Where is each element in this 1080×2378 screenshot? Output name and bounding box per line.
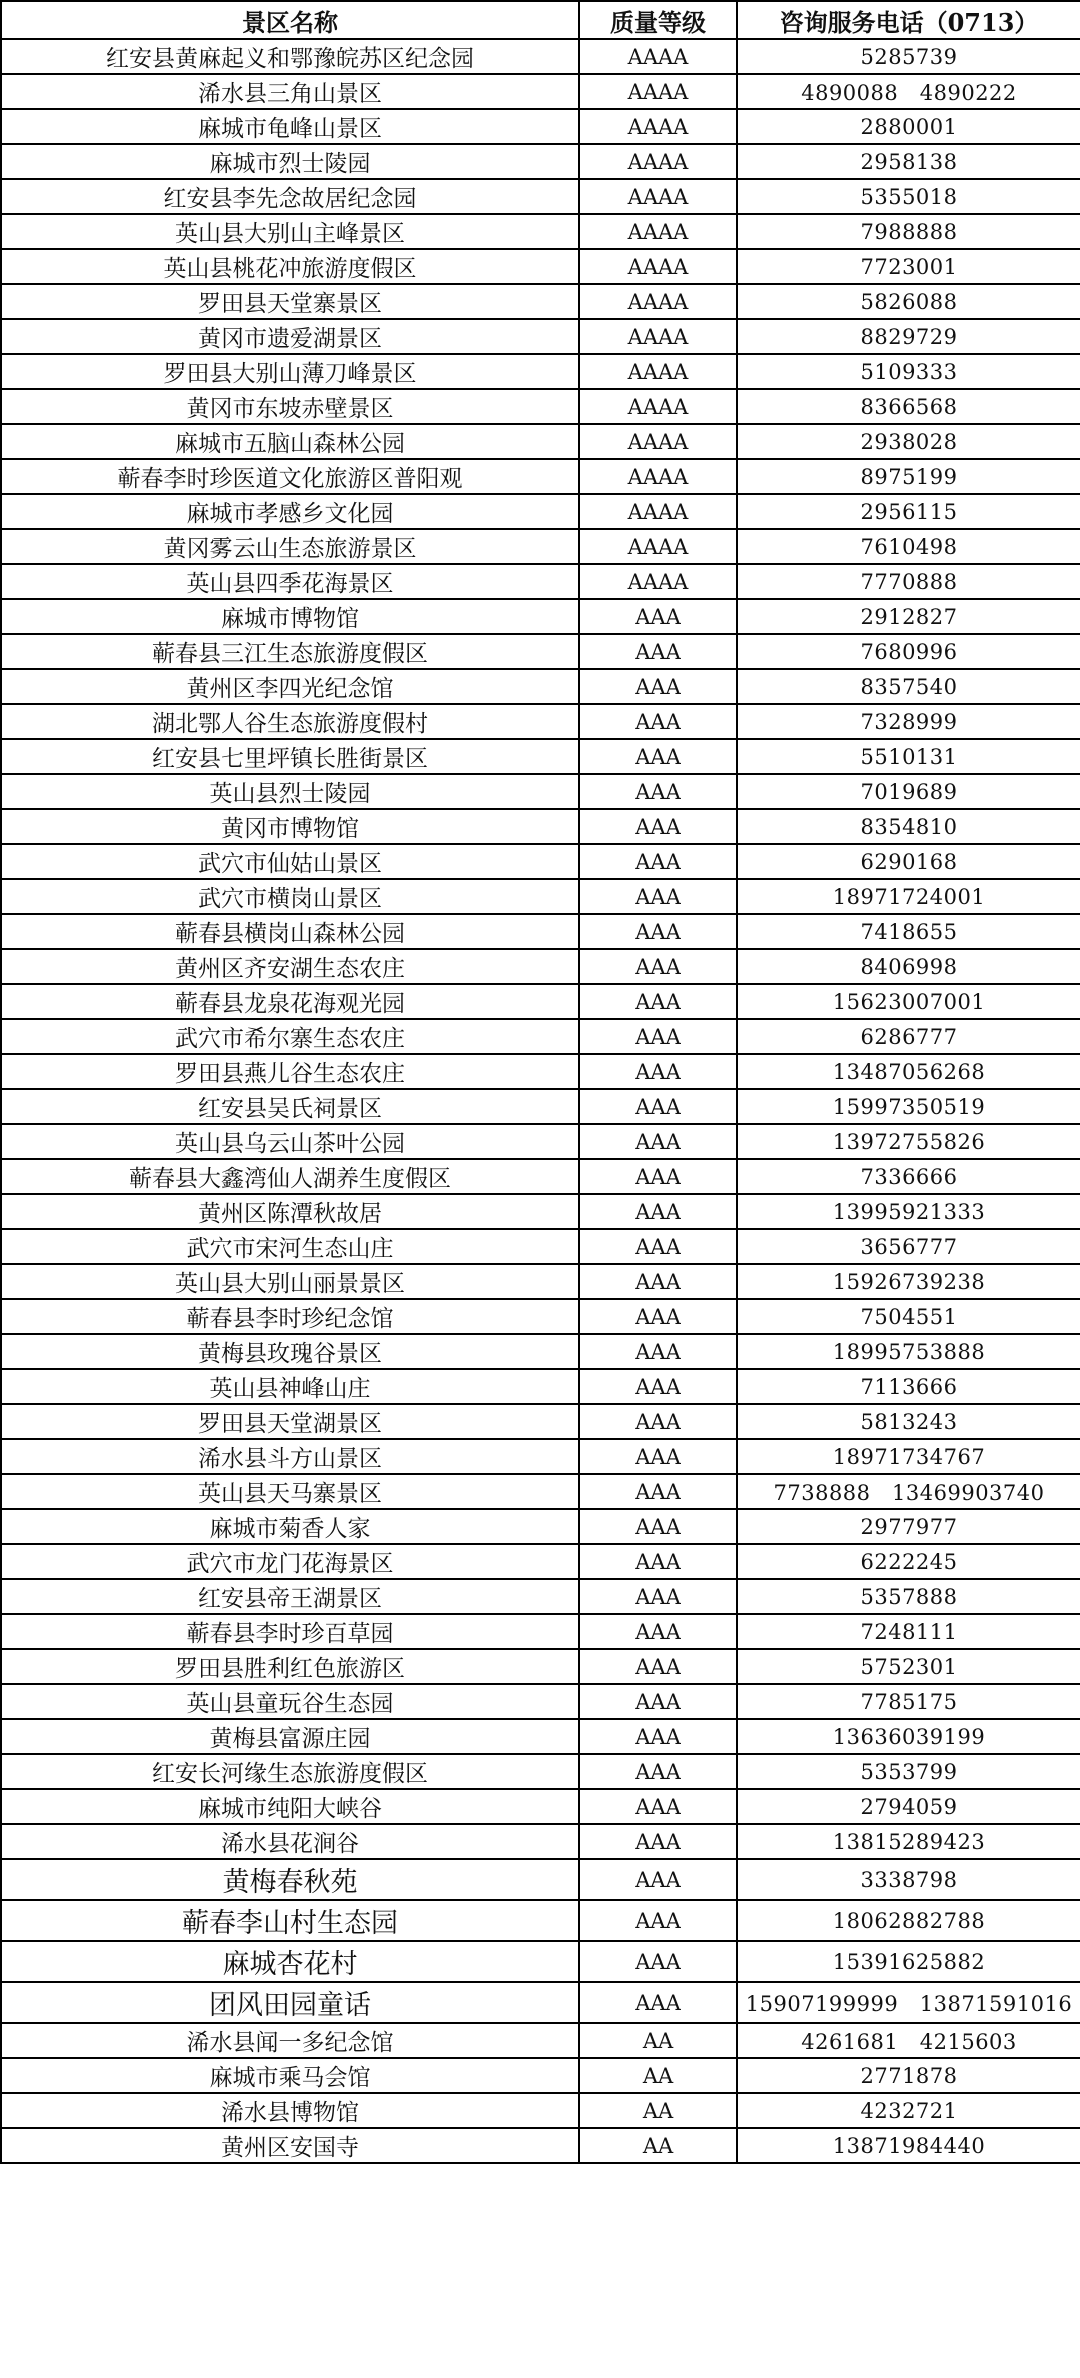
scenic-spot-name: 英山县大别山丽景景区 [1, 1264, 579, 1299]
service-phone: 4890088 4890222 [737, 74, 1080, 109]
scenic-spot-name: 蕲春县横岗山森林公园 [1, 914, 579, 949]
service-phone: 8357540 [737, 669, 1080, 704]
quality-grade: AAA [579, 739, 737, 774]
quality-grade: AAA [579, 1859, 737, 1900]
header-phone: 咨询服务电话（0713） [737, 1, 1080, 39]
service-phone: 7738888 13469903740 [737, 1474, 1080, 1509]
quality-grade: AAA [579, 1509, 737, 1544]
service-phone: 5813243 [737, 1404, 1080, 1439]
service-phone: 6222245 [737, 1544, 1080, 1579]
scenic-spot-name: 武穴市龙门花海景区 [1, 1544, 579, 1579]
service-phone: 7785175 [737, 1684, 1080, 1719]
scenic-spot-name: 蕲春县龙泉花海观光园 [1, 984, 579, 1019]
quality-grade: AAA [579, 879, 737, 914]
service-phone: 13995921333 [737, 1194, 1080, 1229]
scenic-spot-name: 浠水县花涧谷 [1, 1824, 579, 1859]
scenic-spot-name: 黄冈雾云山生态旅游景区 [1, 529, 579, 564]
quality-grade: AAA [579, 1789, 737, 1824]
scenic-spot-name: 黄冈市遗爱湖景区 [1, 319, 579, 354]
quality-grade: AAA [579, 1824, 737, 1859]
quality-grade: AAA [579, 1334, 737, 1369]
table-row [1, 109, 1080, 144]
quality-grade: AAA [579, 599, 737, 634]
table-row [1, 774, 1080, 809]
table-row [1, 1229, 1080, 1264]
service-phone: 3656777 [737, 1229, 1080, 1264]
quality-grade: AAAA [579, 564, 737, 599]
service-phone: 7248111 [737, 1614, 1080, 1649]
table-row [1, 914, 1080, 949]
service-phone: 13871984440 [737, 2128, 1080, 2163]
scenic-spot-name: 团风田园童话 [1, 1982, 579, 2023]
table-row [1, 389, 1080, 424]
service-phone: 15997350519 [737, 1089, 1080, 1124]
table-row [1, 319, 1080, 354]
table-row [1, 984, 1080, 1019]
table-row [1, 1369, 1080, 1404]
scenic-spot-name: 蕲春县李时珍纪念馆 [1, 1299, 579, 1334]
scenic-spot-name: 浠水县三角山景区 [1, 74, 579, 109]
table-row [1, 2058, 1080, 2093]
header-grade: 质量等级 [579, 1, 737, 39]
scenic-spot-name: 英山县天马寨景区 [1, 1474, 579, 1509]
quality-grade: AAA [579, 634, 737, 669]
scenic-spot-name: 蕲春李山村生态园 [1, 1900, 579, 1941]
service-phone: 2912827 [737, 599, 1080, 634]
quality-grade: AAA [579, 1941, 737, 1982]
quality-grade: AAA [579, 1900, 737, 1941]
table-row [1, 1089, 1080, 1124]
table-row [1, 1124, 1080, 1159]
header-name: 景区名称 [1, 1, 579, 39]
quality-grade: AA [579, 2023, 737, 2058]
table-row [1, 1824, 1080, 1859]
table-row [1, 144, 1080, 179]
table-row [1, 424, 1080, 459]
service-phone: 18995753888 [737, 1334, 1080, 1369]
scenic-spot-name: 蕲春李时珍医道文化旅游区普阳观 [1, 459, 579, 494]
table-row [1, 354, 1080, 389]
service-phone: 5357888 [737, 1579, 1080, 1614]
scenic-spot-name: 红安县七里坪镇长胜街景区 [1, 739, 579, 774]
scenic-spot-name: 武穴市横岗山景区 [1, 879, 579, 914]
table-row [1, 634, 1080, 669]
scenic-spot-name: 黄州区安国寺 [1, 2128, 579, 2163]
service-phone: 3338798 [737, 1859, 1080, 1900]
quality-grade: AA [579, 2093, 737, 2128]
table-row [1, 529, 1080, 564]
scenic-spot-name: 武穴市宋河生态山庄 [1, 1229, 579, 1264]
quality-grade: AAA [579, 1019, 737, 1054]
quality-grade: AAAA [579, 389, 737, 424]
quality-grade: AA [579, 2128, 737, 2163]
service-phone: 7113666 [737, 1369, 1080, 1404]
scenic-spot-name: 蕲春县三江生态旅游度假区 [1, 634, 579, 669]
quality-grade: AAAA [579, 214, 737, 249]
scenic-spot-name: 麻城市乘马会馆 [1, 2058, 579, 2093]
quality-grade: AAA [579, 914, 737, 949]
service-phone: 6286777 [737, 1019, 1080, 1054]
service-phone: 7019689 [737, 774, 1080, 809]
scenic-spot-name: 武穴市仙姑山景区 [1, 844, 579, 879]
table-row [1, 1649, 1080, 1684]
service-phone: 15391625882 [737, 1941, 1080, 1982]
table-row [1, 1754, 1080, 1789]
scenic-spot-name: 红安县吴氏祠景区 [1, 1089, 579, 1124]
scenic-spot-name: 浠水县闻一多纪念馆 [1, 2023, 579, 2058]
service-phone: 15623007001 [737, 984, 1080, 1019]
scenic-spot-name: 罗田县天堂寨景区 [1, 284, 579, 319]
table-row [1, 1941, 1080, 1982]
service-phone: 5353799 [737, 1754, 1080, 1789]
quality-grade: AAAA [579, 144, 737, 179]
scenic-spot-name: 麻城市菊香人家 [1, 1509, 579, 1544]
service-phone: 7988888 [737, 214, 1080, 249]
service-phone: 5510131 [737, 739, 1080, 774]
service-phone: 2794059 [737, 1789, 1080, 1824]
quality-grade: AAA [579, 1194, 737, 1229]
service-phone: 8366568 [737, 389, 1080, 424]
table-row [1, 1264, 1080, 1299]
quality-grade: AAA [579, 1649, 737, 1684]
service-phone: 2771878 [737, 2058, 1080, 2093]
quality-grade: AAA [579, 1614, 737, 1649]
quality-grade: AAA [579, 1159, 737, 1194]
scenic-spot-name: 黄州区陈潭秋故居 [1, 1194, 579, 1229]
scenic-spot-name: 麻城市烈士陵园 [1, 144, 579, 179]
table-row [1, 1982, 1080, 2023]
service-phone: 18971724001 [737, 879, 1080, 914]
table-row [1, 459, 1080, 494]
service-phone: 2977977 [737, 1509, 1080, 1544]
table-row [1, 1404, 1080, 1439]
table-row [1, 1900, 1080, 1941]
scenic-spot-name: 黄州区李四光纪念馆 [1, 669, 579, 704]
table-row [1, 2128, 1080, 2163]
service-phone: 5826088 [737, 284, 1080, 319]
scenic-spot-name: 黄冈市博物馆 [1, 809, 579, 844]
service-phone: 7610498 [737, 529, 1080, 564]
table-row [1, 1159, 1080, 1194]
header-row [1, 1, 1080, 39]
scenic-spot-name: 麻城市博物馆 [1, 599, 579, 634]
quality-grade: AAA [579, 1579, 737, 1614]
scenic-spot-name: 英山县桃花冲旅游度假区 [1, 249, 579, 284]
quality-grade: AAA [579, 1124, 737, 1159]
table-row [1, 1439, 1080, 1474]
service-phone: 7504551 [737, 1299, 1080, 1334]
service-phone: 2938028 [737, 424, 1080, 459]
table-row [1, 214, 1080, 249]
quality-grade: AAA [579, 1474, 737, 1509]
table-row [1, 1194, 1080, 1229]
quality-grade: AAA [579, 984, 737, 1019]
quality-grade: AAA [579, 1404, 737, 1439]
service-phone: 13636039199 [737, 1719, 1080, 1754]
table-row [1, 1019, 1080, 1054]
scenic-spot-name: 红安县黄麻起义和鄂豫皖苏区纪念园 [1, 39, 579, 74]
quality-grade: AAA [579, 1982, 737, 2023]
table-row [1, 179, 1080, 214]
scenic-spot-name: 英山县童玩谷生态园 [1, 1684, 579, 1719]
service-phone: 7680996 [737, 634, 1080, 669]
service-phone: 13815289423 [737, 1824, 1080, 1859]
table-row [1, 809, 1080, 844]
quality-grade: AAA [579, 1684, 737, 1719]
table-row [1, 704, 1080, 739]
table-row [1, 599, 1080, 634]
service-phone: 7328999 [737, 704, 1080, 739]
quality-grade: AAA [579, 669, 737, 704]
service-phone: 2880001 [737, 109, 1080, 144]
quality-grade: AAA [579, 809, 737, 844]
table-row [1, 494, 1080, 529]
table-row [1, 39, 1080, 74]
table-row [1, 1719, 1080, 1754]
service-phone: 4261681 4215603 [737, 2023, 1080, 2058]
service-phone: 2958138 [737, 144, 1080, 179]
service-phone: 8975199 [737, 459, 1080, 494]
quality-grade: AAAA [579, 459, 737, 494]
scenic-spot-name: 黄冈市东坡赤壁景区 [1, 389, 579, 424]
quality-grade: AAAA [579, 249, 737, 284]
quality-grade: AAA [579, 1719, 737, 1754]
quality-grade: AAA [579, 1264, 737, 1299]
scenic-spot-name: 麻城市孝感乡文化园 [1, 494, 579, 529]
service-phone: 5355018 [737, 179, 1080, 214]
service-phone: 7723001 [737, 249, 1080, 284]
service-phone: 4232721 [737, 2093, 1080, 2128]
table-row [1, 1789, 1080, 1824]
service-phone: 8354810 [737, 809, 1080, 844]
table-body [1, 39, 1080, 2163]
table-row [1, 949, 1080, 984]
scenic-spot-name: 黄州区齐安湖生态农庄 [1, 949, 579, 984]
scenic-spot-name: 黄梅县富源庄园 [1, 1719, 579, 1754]
quality-grade: AAA [579, 844, 737, 879]
service-phone: 7418655 [737, 914, 1080, 949]
service-phone: 13972755826 [737, 1124, 1080, 1159]
table-row [1, 739, 1080, 774]
quality-grade: AAA [579, 1054, 737, 1089]
scenic-spot-name: 麻城杏花村 [1, 1941, 579, 1982]
scenic-spot-name: 麻城市五脑山森林公园 [1, 424, 579, 459]
quality-grade: AAA [579, 1299, 737, 1334]
service-phone: 8829729 [737, 319, 1080, 354]
table-row [1, 564, 1080, 599]
quality-grade: AAAA [579, 109, 737, 144]
service-phone: 18062882788 [737, 1900, 1080, 1941]
table-row [1, 1299, 1080, 1334]
scenic-spot-name: 浠水县博物馆 [1, 2093, 579, 2128]
service-phone: 7336666 [737, 1159, 1080, 1194]
scenic-spot-name: 黄梅县玫瑰谷景区 [1, 1334, 579, 1369]
service-phone: 2956115 [737, 494, 1080, 529]
table-row [1, 1614, 1080, 1649]
quality-grade: AAAA [579, 494, 737, 529]
table-row [1, 879, 1080, 914]
scenic-spot-name: 英山县烈士陵园 [1, 774, 579, 809]
scenic-spot-name: 黄梅春秋苑 [1, 1859, 579, 1900]
scenic-spot-name: 蕲春县李时珍百草园 [1, 1614, 579, 1649]
quality-grade: AAA [579, 1544, 737, 1579]
service-phone: 6290168 [737, 844, 1080, 879]
service-phone: 15907199999 13871591016 [737, 1982, 1080, 2023]
quality-grade: AAAA [579, 354, 737, 389]
quality-grade: AAA [579, 1369, 737, 1404]
scenic-spot-name: 红安县帝王湖景区 [1, 1579, 579, 1614]
table-row [1, 1859, 1080, 1900]
service-phone: 13487056268 [737, 1054, 1080, 1089]
scenic-spot-name: 英山县大别山主峰景区 [1, 214, 579, 249]
scenic-spot-name: 英山县乌云山茶叶公园 [1, 1124, 579, 1159]
quality-grade: AAA [579, 774, 737, 809]
table-row [1, 74, 1080, 109]
scenic-spot-name: 湖北鄂人谷生态旅游度假村 [1, 704, 579, 739]
quality-grade: AAAA [579, 284, 737, 319]
quality-grade: AAA [579, 1089, 737, 1124]
quality-grade: AAAA [579, 39, 737, 74]
scenic-spot-name: 武穴市希尔寨生态农庄 [1, 1019, 579, 1054]
scenic-spot-name: 浠水县斗方山景区 [1, 1439, 579, 1474]
quality-grade: AAA [579, 1439, 737, 1474]
service-phone: 5752301 [737, 1649, 1080, 1684]
quality-grade: AAAA [579, 179, 737, 214]
table-row [1, 284, 1080, 319]
quality-grade: AAAA [579, 74, 737, 109]
scenic-spot-name: 麻城市龟峰山景区 [1, 109, 579, 144]
service-phone: 15926739238 [737, 1264, 1080, 1299]
scenic-spot-name: 蕲春县大鑫湾仙人湖养生度假区 [1, 1159, 579, 1194]
table-row [1, 1054, 1080, 1089]
table-row [1, 1509, 1080, 1544]
table-row [1, 2093, 1080, 2128]
service-phone: 8406998 [737, 949, 1080, 984]
table-row [1, 1474, 1080, 1509]
quality-grade: AAA [579, 1754, 737, 1789]
scenic-spot-name: 罗田县天堂湖景区 [1, 1404, 579, 1439]
scenic-spot-name: 罗田县胜利红色旅游区 [1, 1649, 579, 1684]
scenic-spot-name: 英山县神峰山庄 [1, 1369, 579, 1404]
quality-grade: AAA [579, 949, 737, 984]
quality-grade: AA [579, 2058, 737, 2093]
table-row [1, 844, 1080, 879]
table-row [1, 2023, 1080, 2058]
scenic-spot-name: 红安县李先念故居纪念园 [1, 179, 579, 214]
table-row [1, 1334, 1080, 1369]
scenic-spot-name: 英山县四季花海景区 [1, 564, 579, 599]
quality-grade: AAA [579, 1229, 737, 1264]
table-row [1, 1579, 1080, 1614]
quality-grade: AAAA [579, 529, 737, 564]
service-phone: 5109333 [737, 354, 1080, 389]
quality-grade: AAAA [579, 319, 737, 354]
quality-grade: AAA [579, 704, 737, 739]
quality-grade: AAAA [579, 424, 737, 459]
scenic-spot-name: 罗田县大别山薄刀峰景区 [1, 354, 579, 389]
table-row [1, 669, 1080, 704]
scenic-spot-name: 麻城市纯阳大峡谷 [1, 1789, 579, 1824]
service-phone: 18971734767 [737, 1439, 1080, 1474]
table-row [1, 1544, 1080, 1579]
scenic-spot-name: 红安长河缘生态旅游度假区 [1, 1754, 579, 1789]
service-phone: 5285739 [737, 39, 1080, 74]
table-row [1, 249, 1080, 284]
scenic-spot-name: 罗田县燕儿谷生态农庄 [1, 1054, 579, 1089]
table-row [1, 1684, 1080, 1719]
service-phone: 7770888 [737, 564, 1080, 599]
